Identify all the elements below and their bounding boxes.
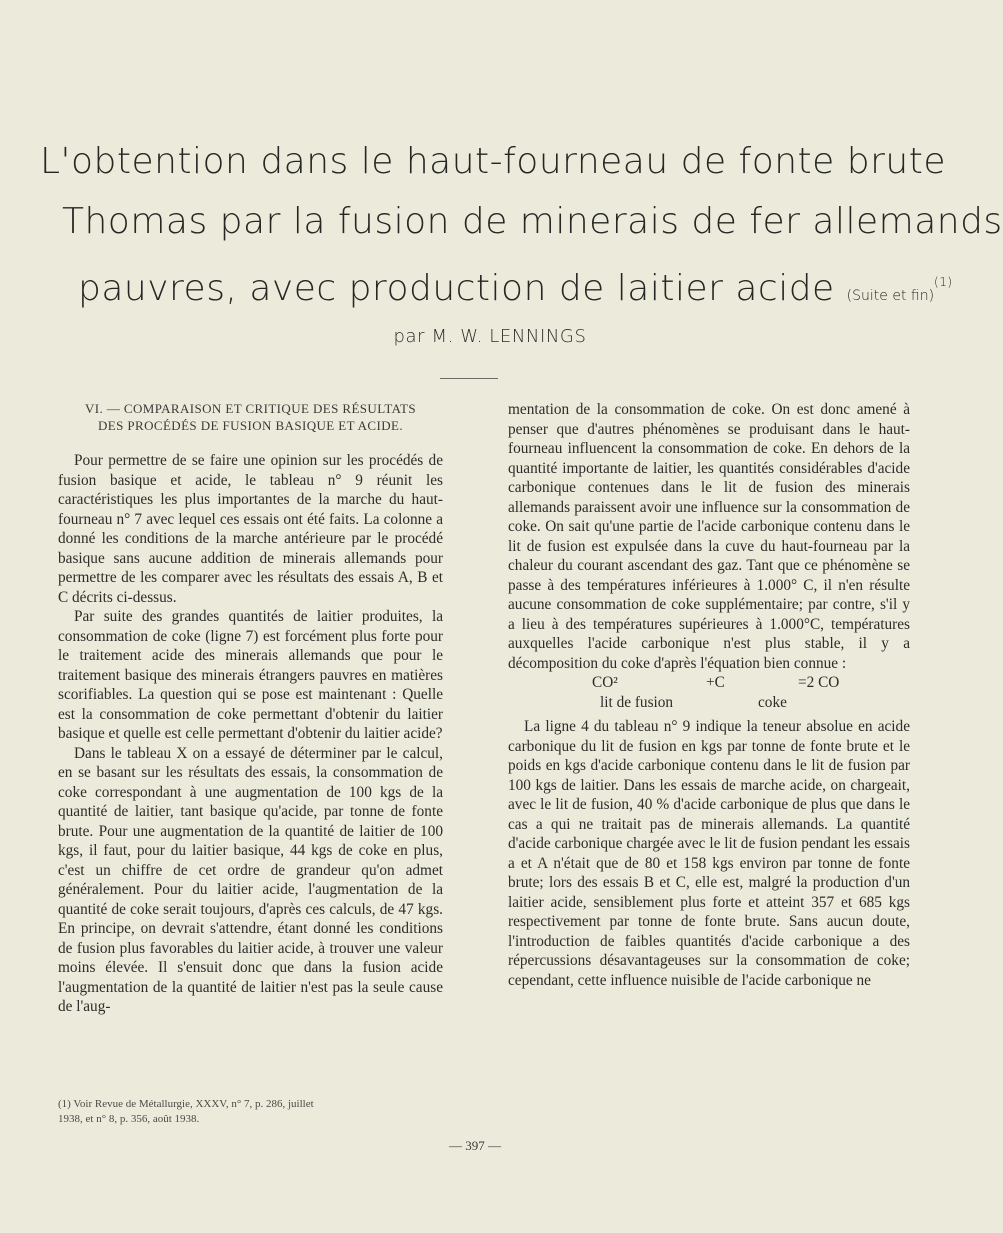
article-title — [40, 132, 1003, 312]
chemical-equation — [508, 673, 910, 713]
paragraph: mentation de la consommation de coke. On est donc amené à penser que d'autres phénomènes se produisant dans le haut-fourneau influencent la consommation de coke. En dehors de la quantité importante de laitier, les quantités considérables d'acide carbonique contenues dans le lit de fusion des minerais allemands paraissent avoir une influence sur la consommation de coke. On sait qu'une partie de l'acide carbonique contenu dans le lit de fusion est expulsée dans la cuve du haut-fourneau par la chaleur du courant ascendant des gaz. Tant que ce phénomène se passe à des températures inférieures à 1.000° C, il n'en résulte aucune consommation de coke supplémentaire; par contre, s'il y a lieu à des températures supérieures à 1.000°C, températures auxquelles l'acide carbonique n'est plus stable, il y a décomposition du coke d'après l'équation bien connue : — [508, 401, 910, 672]
paragraph: Dans le tableau X on a essayé de déterminer par le calcul, en se basant sur les résultats des essais, la consommation de coke correspondant à une augmentation de 100 kgs de la quantité de laitier, tant basique qu'acide, par tonne de fonte brute. Pour une augmentation de la quantité de laitier de 100 kgs, il faut, pour du laitier basique, 44 kgs de coke en plus, c'est un chiffre de cet ordre de grandeur qu'on admet généralement. Pour du laitier acide, l'augmentation de la quantité de coke serait toujours, d'après ces calculs, de 47 kgs. En principe, on devrait s'attendre, étant donné les conditions de fusion plus favorables du laitier acide, à trouver une valeur moins élevée. Il s'ensuit donc que dans la fusion acide l'augmentation de la quantité de laitier n'est pas la seule cause de l'aug- — [58, 744, 443, 1015]
author-byline: par M. W. LENNINGS — [393, 326, 587, 347]
equation-label-fusion: lit de fusion — [600, 694, 674, 711]
equation-result: =2 CO — [798, 674, 840, 691]
section-heading-line-1: VI. — COMPARAISON ET CRITIQUE DES RÉSULTATS — [85, 401, 416, 416]
equation-label-coke: coke — [758, 694, 787, 711]
paragraph: Par suite des grandes quantités de laitier produites, la consommation de coke (ligne 7) est forcément plus forte pour le traitement acide des minerais allemands que pour le traitement basique des minerais étrangers pauvres en matières scorifiables. La question qui se pose est maintenant : Quelle est la consommation de coke permettant d'obtenir du laitier basique et quelle est celle permettant d'obtenir du laitier acide? — [58, 608, 443, 742]
title-note: (Suite et fin) — [846, 288, 935, 304]
page-number: — 397 — — [449, 1138, 501, 1153]
equation-co2: CO² — [592, 674, 618, 691]
equation-plus-c: +C — [706, 674, 725, 691]
title-line-1: L'obtention dans le haut-fourneau de fonte brute — [40, 141, 946, 182]
footnote-line-2: 1938, et n° 8, p. 356, août 1938. — [58, 1113, 200, 1125]
title-line-3 — [40, 252, 953, 312]
paragraph: La ligne 4 du tableau n° 9 indique la teneur absolue en acide carbonique du lit de fusion en kgs par tonne de fonte brute et le poids en kgs d'acide carbonique contenu dans le lit de fusion par 100 kgs de laitier. Dans les essais de marche acide, on chargeait, avec le lit de fusion, 40 % d'acide carbonique de plus que dans le cas a qui ne traitait pas de minerais allemands. La quantité d'acide carbonique chargée avec le lit de fusion pendant les essais a et A n'était que de 80 et 158 kgs environ par tonne de fonte brute; lors des essais B et C, elle est, malgré la production d'un laitier acide, sensiblement plus forte et atteint 357 et 685 kgs respectivement par tonne de fonte brute. Sans aucun doute, l'introduction de faibles quantités d'acide carbonique a des répercussions désavantageuses sur la consommation de coke; cependant, cette influence nuisible de l'acide carbonique ne — [508, 718, 910, 989]
footnote — [58, 1097, 458, 1127]
section-heading-line-2: DES PROCÉDÉS DE FUSION BASIQUE ET ACIDE. — [97, 418, 404, 433]
left-column — [58, 400, 443, 1017]
title-line-2: Thomas par la fusion de minerais de fer allemands — [62, 201, 1003, 242]
title-footnote-ref: (1) — [934, 275, 953, 289]
section-heading — [58, 400, 443, 434]
title-line-3-text: pauvres, avec production de laitier acide — [78, 268, 835, 309]
paragraph: Pour permettre de se faire une opinion sur les procédés de fusion basique et acide, le tableau n° 9 réunit les caractéristiques les plus importantes de la marche du haut-fourneau n° 7 avec lequel ces essais ont été faits. La colonne a donné les conditions de la marche antérieure par le procédé basique sans aucune addition de minerais allemands pour permettre de les comparer avec les résultats des essais A, B et C décrits ci-dessus. — [58, 452, 443, 606]
footnote-line-1: (1) Voir Revue de Métallurgie, XXXV, n° 7, p. 286, juillet — [58, 1098, 314, 1110]
right-column — [508, 400, 910, 990]
title-divider — [440, 378, 498, 379]
